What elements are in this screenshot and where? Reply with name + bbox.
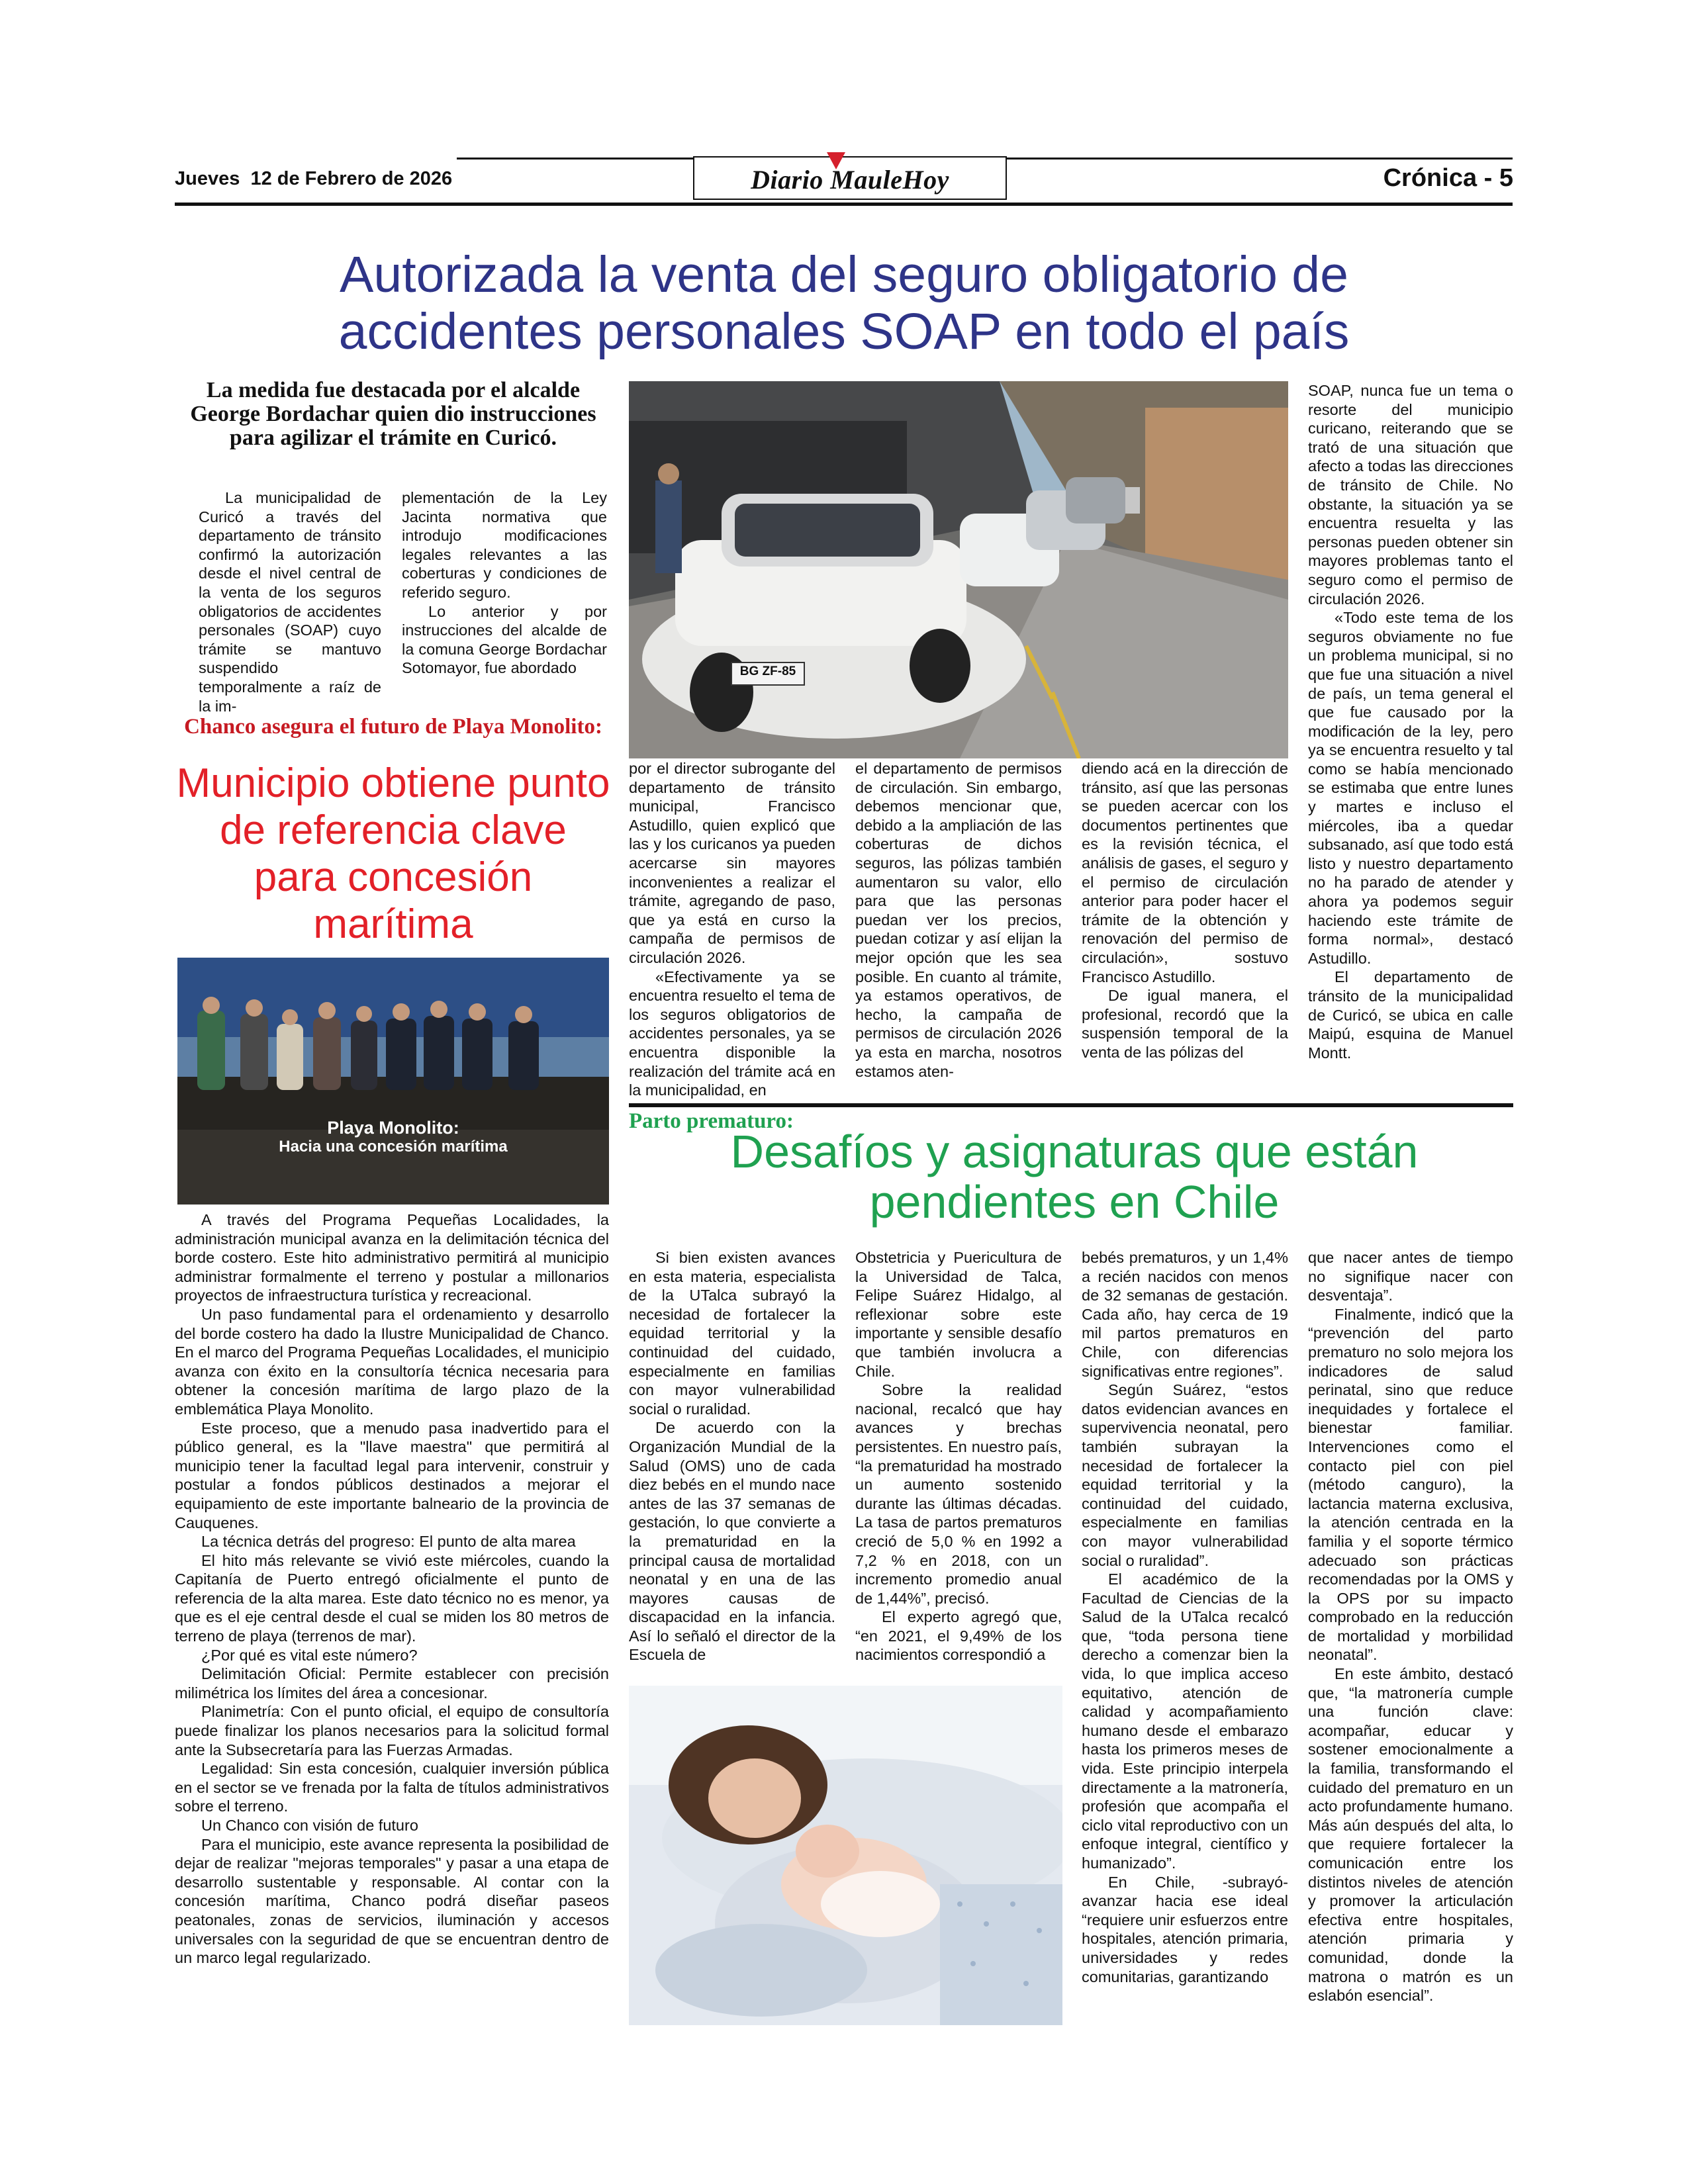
- paragraph: SOAP, nunca fue un tema o resorte del municipio curicano, reiterando que se trató de una situación que afecto a todas las direcciones de tránsito de Chile. No obstante, la situación ya se encuentra resuelta y las personas pueden obtener sin mayores problemas tanto el seguro como el permiso de circulación 2026.: [1308, 382, 1513, 608]
- paragraph: En este ámbito, destacó que, “la matronería cumple una función clave: acompañar, educar y sostener emocionalmente a la familia, transformando el cuidado del prematuro en un acto profundamente humano. Más aún después del alta, lo que requiere fortalecer la comunicación entre los distintos niveles de atención y promover la articulación efectiva entre hospitales, atención primaria y comunidad, donde la matrona o matrón es un eslabón esencial”.: [1308, 1665, 1513, 2005]
- paragraph: En Chile, -subrayó- avanzar hacia ese ideal “requiere unir esfuerzos entre hospitales, atención primaria, universidades y redes comunitarias, garantizando: [1082, 1873, 1288, 1985]
- paragraph: Un paso fundamental para el ordenamiento y desarrollo del borde costero ha dado la Ilustre Municipalidad de Chanco. En el marco del Programa Pequeñas Localidades, el municipio avanza con éxito en la consultoría técnica necesaria para obtener la concesión marítima de largo plazo de la emblemática Playa Monolito.: [175, 1305, 609, 1418]
- article3-column-d: [1308, 1248, 1513, 2005]
- article2-beach-photo: [177, 958, 609, 1205]
- paragraph: Un Chanco con visión de futuro: [201, 1817, 418, 1834]
- paragraph: La municipalidad de Curicó a través del departamento de tránsito confirmó la autorización desde el nivel central de la venta de los seguros obligatorios de accidentes personales (SOAP) cuyo trámite se mantuvo suspendido temporalmente a raíz de la im-: [199, 489, 381, 715]
- paragraph: Para el municipio, este avance representa la posibilidad de dejar de realizar "mejoras temporales" y pasar a una etapa de desarrollo sustentable y responsable. Al contar con la concesión marítima, Chanco podrá diseñar paseos peatonales, zonas de servicios, iluminación y accesos universales con la seguridad de que se encuentran dentro de un marco legal regularizado.: [175, 1835, 609, 1967]
- paragraph: El hito más relevante se vivió este miércoles, cuando la Capitanía de Puerto entregó oficialmente el punto de referencia de la alta marea. Este dato técnico no es menor, ya que es el eje central desde el cual se miden los 80 metros de terreno de playa (terrenos de mar).: [175, 1551, 609, 1645]
- paragraph: por el director subrogante del departamento de tránsito municipal, Francisco Astudillo, quien explicó que las y los curicanos ya pueden acercarse sin mayores inconvenientes a realizar el trámite, agregando de paso, que ya está en curso la campaña de permisos de circulación 2026.: [629, 760, 835, 966]
- paragraph: que nacer antes de tiempo no signifique nacer con desventaja”.: [1308, 1249, 1513, 1304]
- article3-column-b: [855, 1248, 1062, 1664]
- paragraph: El experto agregó que, “en 2021, el 9,49% de los nacimientos correspondió a: [855, 1608, 1062, 1664]
- paragraph: A través del Programa Pequeñas Localidades, la administración municipal avanza en la delimitación técnica del borde costero. Este hito administrativo permitirá al municipio administrar formalmente el terreno y postular a millonarios proyectos de infraestructura turística y recreacional.: [175, 1211, 609, 1304]
- masthead-date: Jueves 12 de Febrero de 2026: [175, 168, 453, 189]
- article1-headline: Autorizada la venta del seguro obligatorio de accidentes personales SOAP en todo el país: [338, 246, 1350, 360]
- article1-subhead: La medida fue destacada por el alcalde George Bordachar quien dio instrucciones para agilizar el trámite en Curicó.: [190, 378, 596, 450]
- article1-column-d: [855, 759, 1062, 1081]
- paragraph: Legalidad: Sin esta concesión, cualquier inversión pública en el sector se ve frenada por la falta de títulos administrativos sobre el terreno.: [175, 1760, 609, 1815]
- paragraph: Según Suárez, “estos datos evidencian avances en supervivencia neonatal, pero también subrayan la necesidad de fortalecer la equidad territorial y la continuidad del cuidado, especialmente en familias con mayor vulnerabilidad social o ruralidad”.: [1082, 1381, 1288, 1569]
- photo-caption-title: Playa Monolito:: [327, 1118, 459, 1138]
- paragraph: «Efectivamente ya se encuentra resuelto el tema de los seguros obligatorios de accidentes personales, ya se encuentra disponible la realización del trámite acá en la municipalidad, en: [629, 968, 835, 1099]
- paragraph: Obstetricia y Puericultura de la Universidad de Talca, Felipe Suárez Hidalgo, al reflexionar sobre este importante y sensible desafío que también involucra a Chile.: [855, 1249, 1062, 1380]
- paragraph: bebés prematuros, y un 1,4% a recién nacidos con menos de 32 semanas de gestación. Cada año, hay cerca de 19 mil partos prematuros en Chile, con diferencias significativas entre regiones”.: [1082, 1249, 1288, 1380]
- photo-caption-subtitle: Hacia una concesión marítima: [279, 1138, 508, 1156]
- article1-column-a: [199, 488, 381, 715]
- paragraph: El académico de la Facultad de Ciencias de la Salud de la UTalca recalcó que, “toda persona tiene derecho a comenzar bien la vida, lo que implica acceso equitativo, atención de calidad y acompañamiento humano desde el embarazo hasta los primeros meses de vida. Este principio interpela directamente a la matronería, profesión que acompaña el ciclo vital reproductivo con un enfoque integral, científico y humanizado”.: [1082, 1570, 1288, 1872]
- article3-column-c: [1082, 1248, 1288, 1986]
- article1-column-b: [402, 488, 607, 678]
- article2-body: [175, 1210, 609, 1968]
- article1-column-c: [629, 759, 835, 1100]
- paragraph: plementación de la Ley Jacinta normativa que introdujo modificaciones legales relevantes a las coberturas y condiciones de referido seguro.: [402, 489, 607, 601]
- masthead-logo: [693, 156, 1007, 200]
- logo-text: Diario MauleHoy: [751, 165, 949, 195]
- paragraph: El departamento de tránsito de la municipalidad de Curicó, se ubica en calle Maipú, esquina de Manuel Montt.: [1308, 968, 1513, 1062]
- paragraph: el departamento de permisos de circulación. Sin embargo, debemos mencionar que, debido a la ampliación de las coberturas de dichos seguros, las pólizas también aumentaron su valor, ello para que las personas puedan ver los precios, puedan cotizar y así elijan la mejor opción que les sea posible. En cuanto al trámite, ya estamos operativos, de hecho, la campaña de permisos de circulación 2026 ya esta en marcha, nosotros estamos aten-: [855, 760, 1062, 1080]
- masthead-bottom-rule: [175, 203, 1513, 206]
- license-plate-text: BG ZF-85: [739, 664, 796, 678]
- paragraph: diendo acá en la dirección de tránsito, así que las personas se pueden acercar con los documentos pertinentes que es la revisión técnica, el análisis de gases, el seguro y el permiso de circulación anterior para poder hacer el trámite de la obtención y renovación del permiso de circulación», sostuvo Francisco Astudillo.: [1082, 760, 1288, 985]
- paragraph: ¿Por qué es vital este número?: [201, 1646, 418, 1664]
- paragraph: Lo anterior y por instrucciones del alcalde de la comuna George Bordachar Sotomayor, fue abordado: [402, 602, 607, 677]
- article3-headline: Desafíos y asignaturas que están pendientes en Chile: [730, 1126, 1419, 1228]
- paragraph: Sobre la realidad nacional, recalcó que hay avances y brechas persistentes. En nuestro país, “la prematuridad ha mostrado un aumento sostenido durante las últimas décadas. La tasa de partos prematuros creció de 5,0 % en 1992 a 7,2 % en 2018, con un incremento promedio anual de 1,44%”, precisó.: [855, 1381, 1062, 1607]
- article3-column-a: [629, 1248, 835, 1664]
- paragraph: Planimetría: Con el punto oficial, el equipo de consultoría puede finalizar los planos necesarios para la solicitud formal ante la Subsecretaría para las Fuerzas Armadas.: [175, 1703, 609, 1758]
- article3-top-rule: [629, 1103, 1513, 1107]
- paragraph: Finalmente, indicó que la “prevención del parto prematuro no solo mejora los indicadores de salud perinatal, sino que reduce inequidades y fortalece el bienestar familiar. Intervenciones como el contacto piel con piel (método canguro), la lactancia materna exclusiva, la atención centrada en la familia y el soporte térmico adecuado son prácticas recomendadas por la OMS y la OPS por su impacto comprobado en la reducción de mortalidad y morbilidad neonatal”.: [1308, 1305, 1513, 1664]
- article2-headline: Municipio obtiene punto de referencia clave para concesión marítima: [176, 760, 610, 947]
- paragraph: Este proceso, que a menudo pasa inadvertido para el público general, es la "llave maestra" que permitirá al municipio tener la facultad legal para intervenir, construir y postular a fondos públicos destinados a mejorar el equipamiento de este importante balneario de la provincia de Cauquenes.: [175, 1419, 609, 1531]
- paragraph: La técnica detrás del progreso: El punto de alta marea: [201, 1533, 576, 1551]
- article2-kicker: Chanco asegura el futuro de Playa Monolito:: [184, 715, 602, 739]
- article1-street-photo: [629, 381, 1288, 758]
- article1-column-f: [1308, 381, 1513, 1062]
- section-label: Crónica - 5: [1383, 164, 1513, 192]
- article1-column-e: [1082, 759, 1288, 1062]
- paragraph: De igual manera, el profesional, recordó que la suspensión temporal de la venta de las pólizas del: [1082, 987, 1288, 1061]
- article3-kicker: Parto prematuro:: [629, 1109, 794, 1133]
- paragraph: «Todo este tema de los seguros obviamente no fue un problema municipal, si no que fue una situación a nivel de país, un tema general el que fue causado por la modificación de la ley, pero ya se encuentra resuelto y tal como se había mencionado se estimaba que entre lunes y martes e incluso el miércoles, iba a quedar subsanado, así que todo está listo y nuestro departamento no ha parado de atender y ahora ya podemos seguir haciendo este trámite de forma normal», destacó Astudillo.: [1308, 609, 1513, 967]
- paragraph: Si bien existen avances en esta materia, especialista de la UTalca subrayó la necesidad de fortalecer la equidad territorial y la continuidad del cuidado, especialmente en familias con mayor vulnerabilidad social o ruralidad.: [629, 1249, 835, 1418]
- paragraph: De acuerdo con la Organización Mundial de la Salud (OMS) uno de cada diez bebés en el mundo nace antes de las 37 semanas de gestación, lo que convierte a la prematuridad en la principal causa de mortalidad neonatal y en una de las mayores causas de discapacidad en la infancia. Así lo señaló el director de la Escuela de: [629, 1419, 835, 1664]
- article3-mother-baby-photo: [629, 1686, 1062, 2025]
- paragraph: Delimitación Oficial: Permite establecer con precisión milimétrica los límites del área a concesionar.: [175, 1665, 609, 1702]
